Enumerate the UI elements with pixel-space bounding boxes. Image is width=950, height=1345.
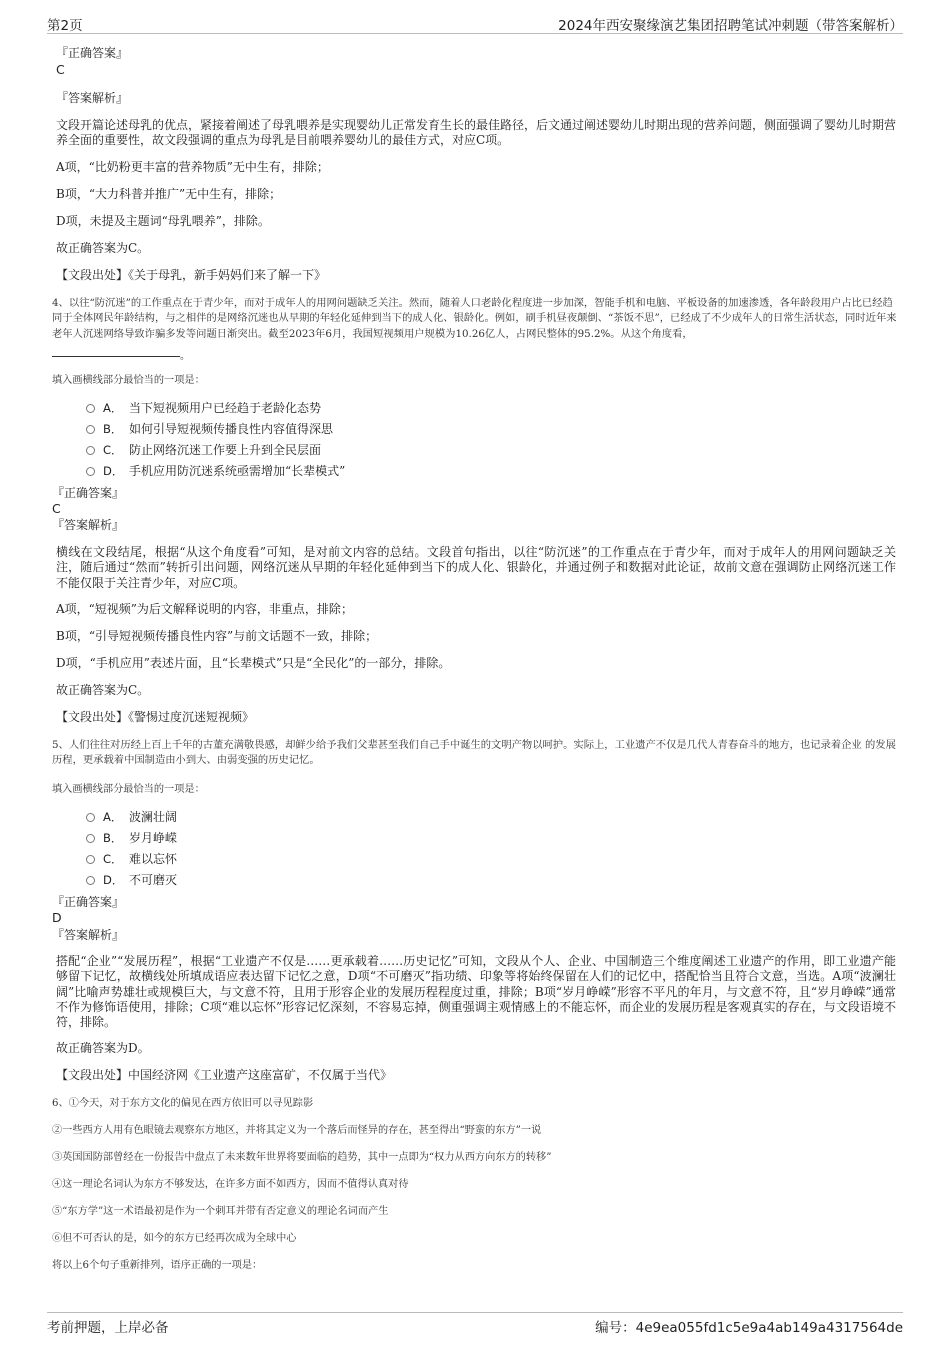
- q4-note-a: A项，“短视频”为后文解释说明的内容，非重点，排除；: [56, 602, 353, 616]
- q3-analysis-text: 文段开篇论述母乳的优点，紧接着阐述了母乳喂养是实现婴幼儿正常发育生长的最佳路径，后文通过阐述婴幼儿时期出现的营养问题，侧面强调了婴幼儿时期营养全面的重要性，故文段强调的重点为母乳是目前喂养婴幼儿的最佳方式，对应C项。: [56, 118, 897, 148]
- page-number: 第2页: [47, 18, 83, 34]
- q4-note-d: D项，“手机应用”表述片面，且“长辈模式”只是“全民化”的一部分，排除。: [56, 656, 451, 670]
- q5-stem: 5、人们往往对历经上百上千年的古董充满敬畏感，却鲜少给予我们父辈甚至我们自己手中诞生的文明产物以呵护。实际上，工业遗产不仅是几代人青春奋斗的地方，也记录着企业 的发展历程，更承载着中国制造由小到大、由弱变强的历史记忆。: [52, 739, 896, 767]
- q4-analysis-label: 『答案解析』: [52, 518, 125, 532]
- radio-icon[interactable]: [86, 425, 95, 434]
- q4-option-a[interactable]: A． 当下短视频用户已经趋于老龄化态势: [86, 401, 321, 416]
- q3-note-b: B项，“大力科普并推广”无中生有，排除；: [56, 187, 282, 201]
- q4-option-d[interactable]: D． 手机应用防沉迷系统亟需增加“长辈模式”: [86, 464, 345, 479]
- q5-correct-answer-value: D: [52, 910, 62, 925]
- q4-analysis-text: 横线在文段结尾，根据“从这个角度看”可知，是对前文内容的总结。文段首句指出，以往“防沉迷”的工作重点在于青少年，而对于成年人的用网问题缺乏关注，随后通过“然而”转折引出问题，网络沉迷从早期的年轻化延伸到当下的成人化、银龄化，并通过例子和数据对此论证，故前文意在强调防止网络沉迷工作不能仅限于关注青少年，对应C项。: [56, 545, 896, 590]
- q4-correct-answer-label: 『正确答案』: [52, 486, 125, 500]
- radio-icon[interactable]: [86, 813, 95, 822]
- q4-fill-blank-line: [52, 356, 180, 357]
- radio-icon[interactable]: [86, 876, 95, 885]
- q3-conclusion: 故正确答案为C。: [56, 241, 150, 255]
- q6-sentence-1: 6、①今天，对于东方文化的偏见在西方依旧可以寻见踪影: [52, 1098, 314, 1109]
- page-header: [47, 12, 903, 34]
- q4-source: 【文段出处】《警惕过度沉迷短视频》: [56, 710, 255, 724]
- q5-analysis-text: 搭配“企业”“发展历程”，根据“工业遗产不仅是……更承载着……历史记忆”可知，文段从个人、企业、中国制造三个维度阐述工业遗产的作用，即工业遗产能够留下记忆，故横线处所填成语应表达留下记忆之意，D项“不可磨灭”指功绩、印象等将始终保留在人们的记忆中，搭配恰当且符合文意，当选。A项“波澜壮阔”比喻声势雄壮或规模巨大，与文意不符，且用于形容企业的发展历程程度过重，排除；B项“岁月峥嵘”形容不平凡的年月，与文意不符，且“岁月峥嵘”通常不作为修饰语使用，排除；C项“难以忘怀”形容记忆深刻，不容易忘掉，侧重强调主观情感上的不能忘怀，而企业的发展历程是客观真实的存在，与文段语境不符，排除。: [56, 954, 896, 1030]
- q3-correct-answer-label: 『正确答案』: [56, 46, 129, 60]
- q3-note-a: A项，“比奶粉更丰富的营养物质”无中生有，排除；: [56, 160, 329, 174]
- q4-stem: 4、以往“防沉迷”的工作重点在于青少年，而对于成年人的用网问题缺乏关注。然而，随着人口老龄化程度进一步加深，智能手机和电脑、平板设备的加速渗透，各年龄段用户占比已经趋同于全体网民年龄结构，与之相伴的是网络沉迷也从早期的年轻化延伸到当下的成人化、银龄化。例如，刷手机昼夜颠倒、“茶饭不思”，已经成了不少成年人的日常生活状态，同时近年来老年人沉迷网络导致诈骗多发等问题日渐突出。截至2023年6月，我国短视频用户规模为10.26亿人，占网民整体的95.2%。从这个角度看，: [52, 297, 897, 340]
- q6-sentence-4: ④这一理论名词认为东方不够发达，在许多方面不如西方，因而不值得认真对待: [52, 1179, 409, 1190]
- q5-option-b[interactable]: B． 岁月峥嵘: [86, 831, 177, 846]
- document-title: 2024年西安聚缘演艺集团招聘笔试冲刺题（带答案解析）: [558, 18, 903, 34]
- radio-icon[interactable]: [86, 467, 95, 476]
- radio-icon[interactable]: [86, 834, 95, 843]
- q4-prompt: 填入画横线部分最恰当的一项是：: [52, 375, 205, 386]
- q5-option-a[interactable]: A． 波澜壮阔: [86, 810, 177, 825]
- q5-correct-answer-label: 『正确答案』: [52, 895, 125, 909]
- q4-option-c[interactable]: C． 防止网络沉迷工作要上升到全民层面: [86, 443, 321, 458]
- q4-option-b[interactable]: B． 如何引导短视频传播良性内容值得深思: [86, 422, 333, 437]
- q4-conclusion: 故正确答案为C。: [56, 683, 150, 697]
- radio-icon[interactable]: [86, 404, 95, 413]
- q3-correct-answer-value: C: [56, 62, 65, 77]
- q4-blank-end: 。: [180, 351, 190, 362]
- q5-source: 【文段出处】中国经济网《工业遗产这座富矿，不仅属于当代》: [56, 1068, 393, 1082]
- q4-note-b: B项，“引导短视频传播良性内容”与前文话题不一致，排除；: [56, 629, 378, 643]
- footer-slogan: 考前押题，上岸必备: [47, 1320, 169, 1336]
- q6-prompt: 将以上6个句子重新排列，语序正确的一项是：: [52, 1260, 263, 1271]
- q5-option-d[interactable]: D． 不可磨灭: [86, 873, 177, 888]
- q3-source: 【文段出处】《关于母乳，新手妈妈们来了解一下》: [56, 268, 327, 282]
- q5-analysis-label: 『答案解析』: [52, 928, 125, 942]
- radio-icon[interactable]: [86, 855, 95, 864]
- q3-note-d: D项，未提及主题词“母乳喂养”，排除。: [56, 214, 270, 228]
- q3-analysis-label: 『答案解析』: [56, 91, 129, 105]
- q5-conclusion: 故正确答案为D。: [56, 1041, 150, 1055]
- q6-sentence-2: ②一些西方人用有色眼镜去观察东方地区，并将其定义为一个落后而怪异的存在，甚至得出“野蛮的东方”一说: [52, 1125, 542, 1136]
- page-footer: [47, 1312, 903, 1336]
- q4-correct-answer-value: C: [52, 501, 61, 516]
- radio-icon[interactable]: [86, 446, 95, 455]
- q6-sentence-6: ⑥但不可否认的是，如今的东方已经再次成为全球中心: [52, 1233, 297, 1244]
- q5-option-c[interactable]: C． 难以忘怀: [86, 852, 177, 867]
- q6-sentence-3: ③英国国防部曾经在一份报告中盘点了未来数年世界将要面临的趋势，其中一点即为“权力从西方向东方的转移”: [52, 1152, 552, 1163]
- footer-serial: 编号：4e9ea055fd1c5e9a4ab149a4317564de: [595, 1320, 903, 1336]
- q6-sentence-5: ⑤“东方学”这一术语最初是作为一个刺耳并带有否定意义的理论名词而产生: [52, 1206, 389, 1217]
- q5-prompt: 填入画横线部分最恰当的一项是：: [52, 784, 205, 795]
